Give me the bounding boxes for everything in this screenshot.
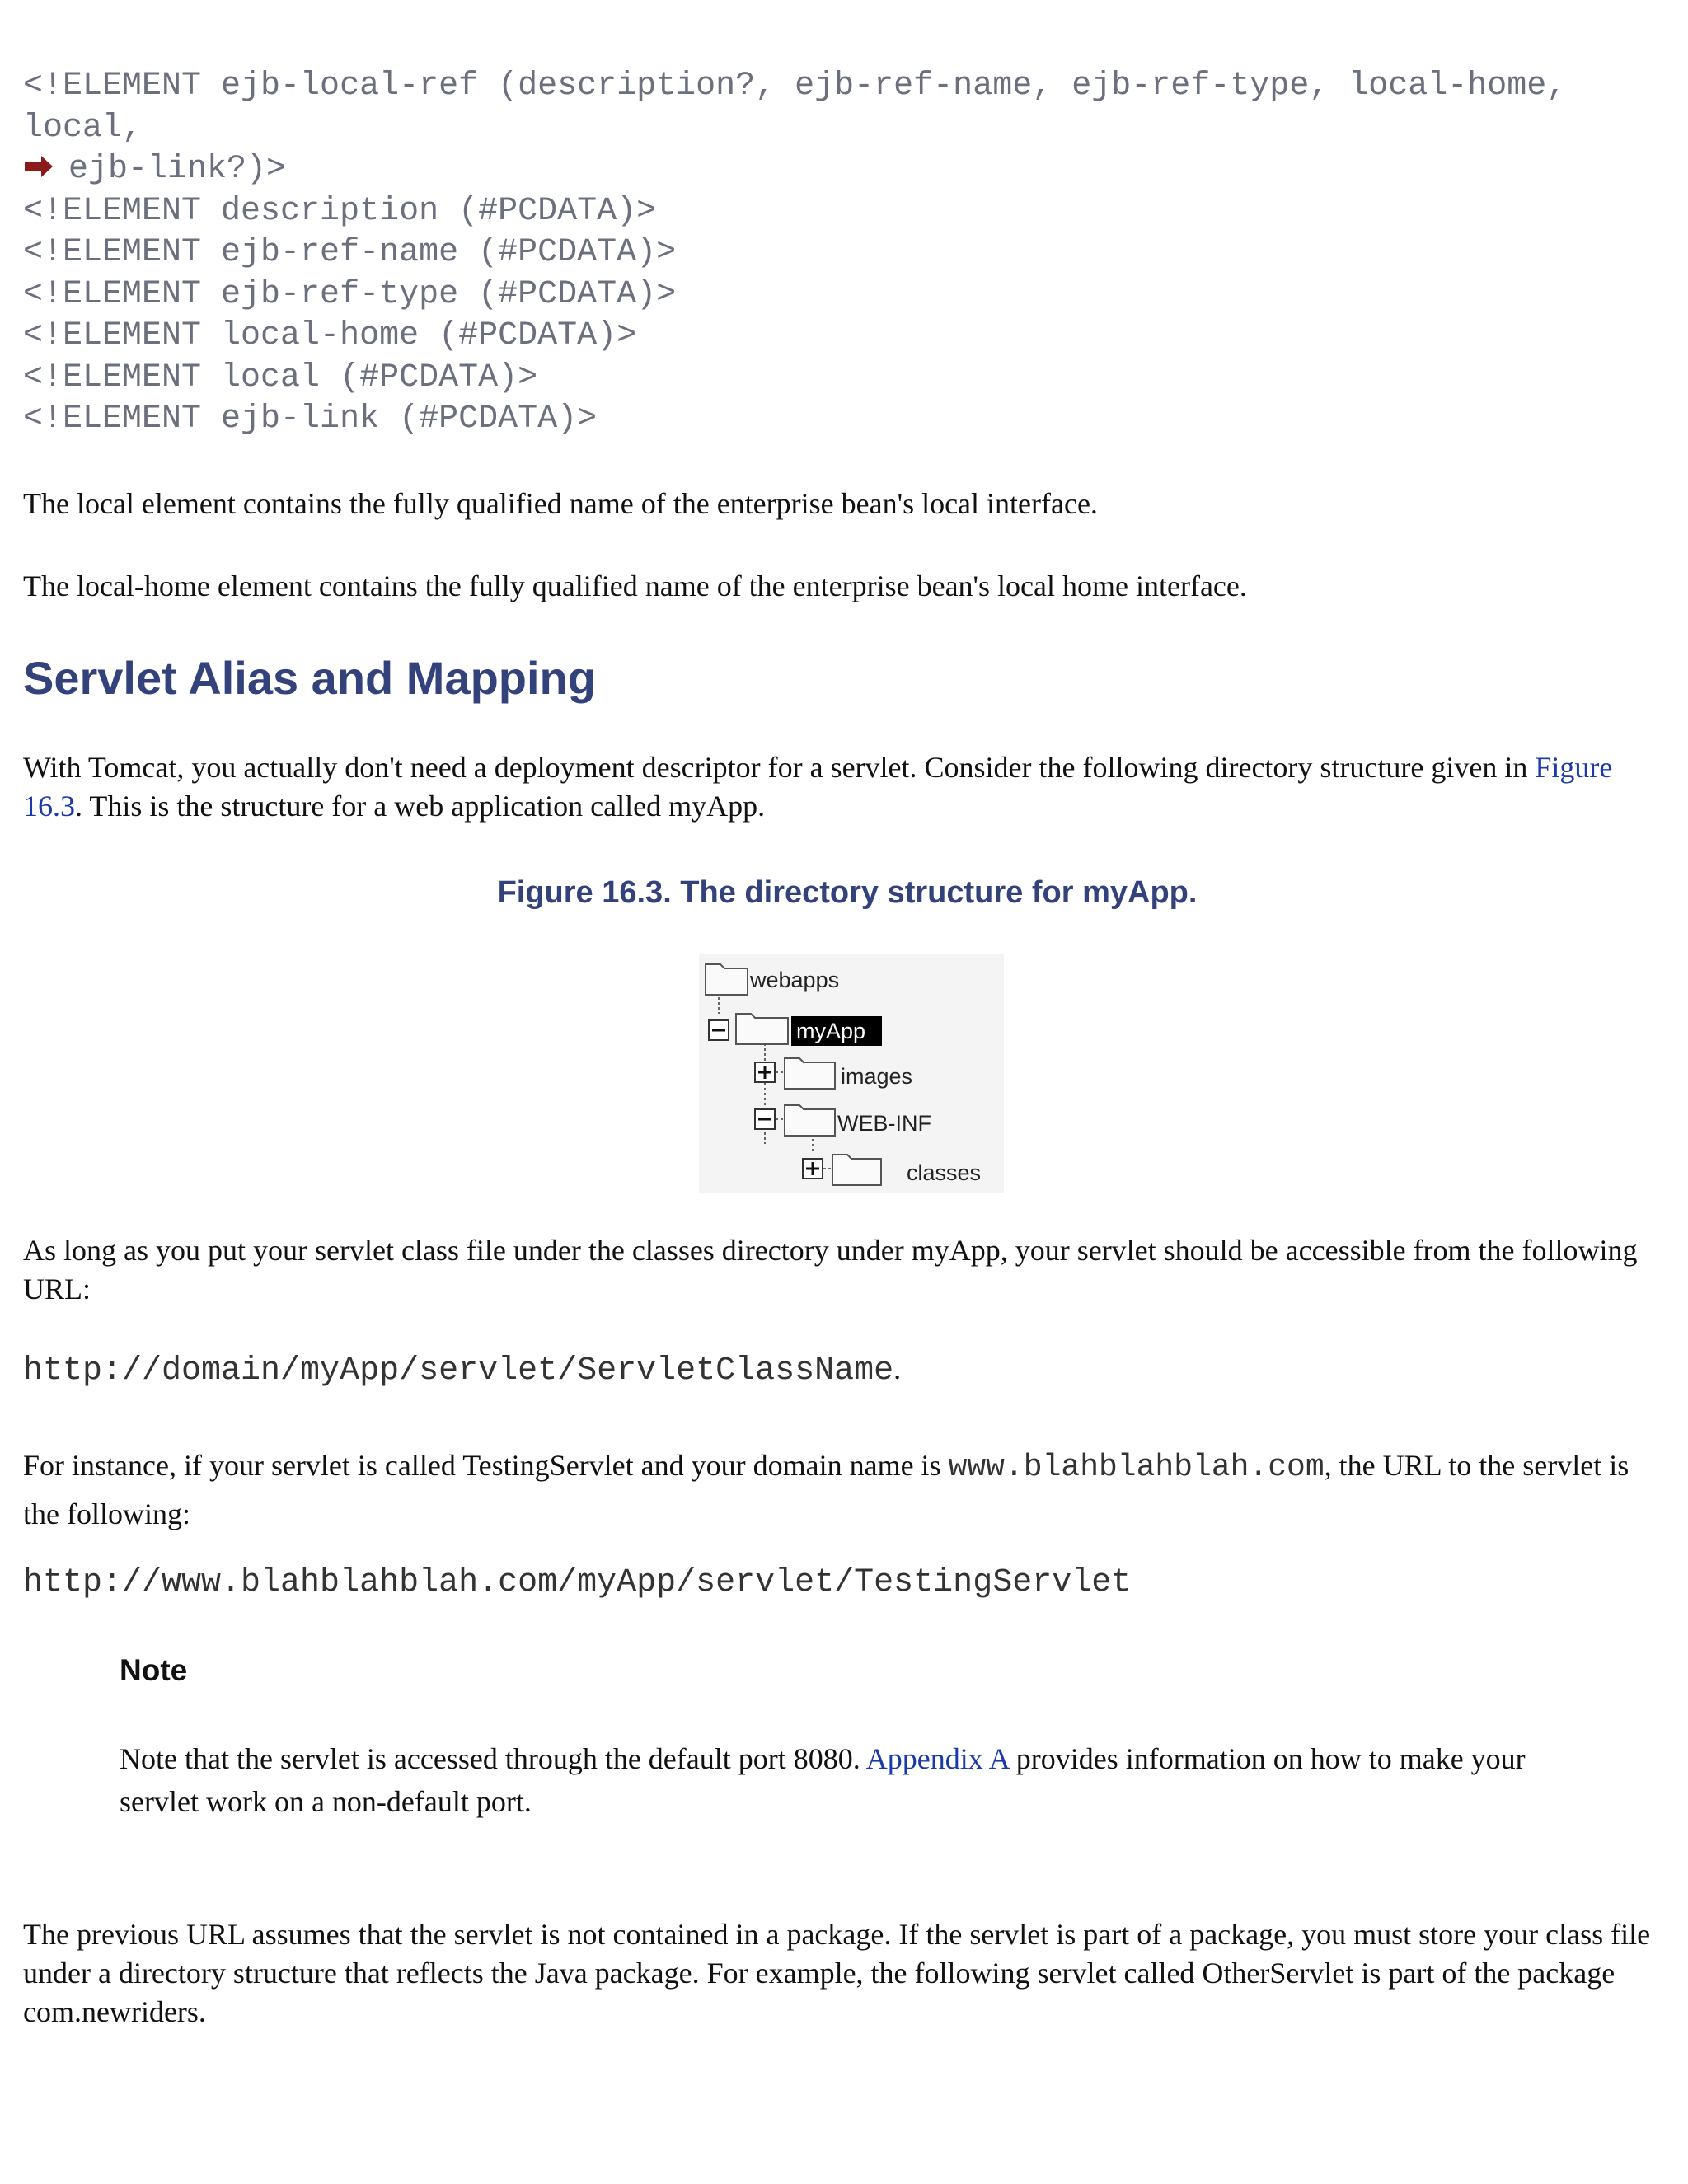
- dtd-code-block: [23, 66, 1566, 441]
- note-text: [120, 1737, 1537, 1823]
- paragraph-text: For instance, if your servlet is called TestingServlet and your domain name is: [23, 1449, 949, 1482]
- code-line: <!ELEMENT local (#PCDATA)>: [23, 359, 538, 396]
- appendix-link[interactable]: Appendix A: [865, 1742, 1009, 1775]
- tree-node-label: webapps: [750, 968, 840, 992]
- code-line-continued: [23, 149, 1566, 191]
- code-line: <!ELEMENT ejb-ref-name (#PCDATA)>: [23, 234, 677, 271]
- continuation-arrow-icon: [23, 149, 68, 191]
- code-line: <!ELEMENT ejb-local-ref (description?, ejb-ref-name, ejb-ref-type, local-home,: [23, 68, 1567, 105]
- figure-caption: Figure 16.3. The directory structure for myApp.: [497, 875, 1198, 910]
- generic-url-text: http://domain/myApp/servlet/ServletClassName: [23, 1352, 894, 1390]
- code-line: <!ELEMENT ejb-ref-type (#PCDATA)>: [23, 275, 677, 313]
- paragraph-text: , the URL to the servlet is the following:: [23, 1449, 1629, 1530]
- paragraph-package: The previous URL assumes that the servlet is not contained in a package. If the servlet is part of a package, you must store your class file under a directory structure that reflects the Java package. For example, the following servlet called OtherServlet is part of the package com.newriders.: [23, 1918, 1651, 2028]
- example-url: http://www.blahblahblah.com/myApp/servlet/TestingServlet: [23, 1564, 1132, 1601]
- figure-link[interactable]: Figure 16.3: [23, 751, 1613, 823]
- tree-node-label: myApp: [796, 1019, 866, 1043]
- section-heading: Servlet Alias and Mapping: [23, 652, 596, 704]
- tree-node-label: WEB-INF: [837, 1111, 931, 1136]
- code-line: <!ELEMENT ejb-link (#PCDATA)>: [23, 401, 598, 438]
- url-period: .: [893, 1352, 902, 1385]
- paragraph-tomcat: [23, 748, 1663, 826]
- paragraph-instance: [23, 1442, 1663, 1537]
- paragraph-local-home: The local-home element contains the fully qualified name of the enterprise bean's local home interface.: [23, 569, 1247, 602]
- tree-node-label: images: [841, 1064, 913, 1089]
- paragraph-text: With Tomcat, you actually don't need a deployment descriptor for a servlet. Consider the following directory structure given in: [23, 751, 1536, 784]
- code-line: <!ELEMENT description (#PCDATA)>: [23, 192, 657, 230]
- generic-url: [23, 1352, 901, 1390]
- note-text-part: Note that the servlet is accessed through the default port 8080.: [120, 1742, 866, 1775]
- note-title: Note: [120, 1653, 188, 1687]
- code-line: local,: [23, 109, 143, 147]
- domain-name: www.blahblahblah.com: [948, 1450, 1325, 1485]
- paragraph-access: As long as you put your servlet class file under the classes directory under myApp, your servlet should be accessible from the following URL:: [23, 1234, 1638, 1305]
- paragraph-text: . This is the structure for a web application called myApp.: [75, 790, 766, 823]
- code-line: <!ELEMENT local-home (#PCDATA)>: [23, 317, 637, 354]
- note-text-part: provides information on how to make your servlet work on a non-default port.: [120, 1742, 1526, 1818]
- directory-tree-figure: [699, 954, 1004, 1193]
- paragraph-local: The local element contains the fully qualified name of the enterprise bean's local interface.: [23, 487, 1098, 520]
- code-line-text: ejb-link?)>: [68, 151, 287, 188]
- tree-node-label: classes: [907, 1160, 982, 1185]
